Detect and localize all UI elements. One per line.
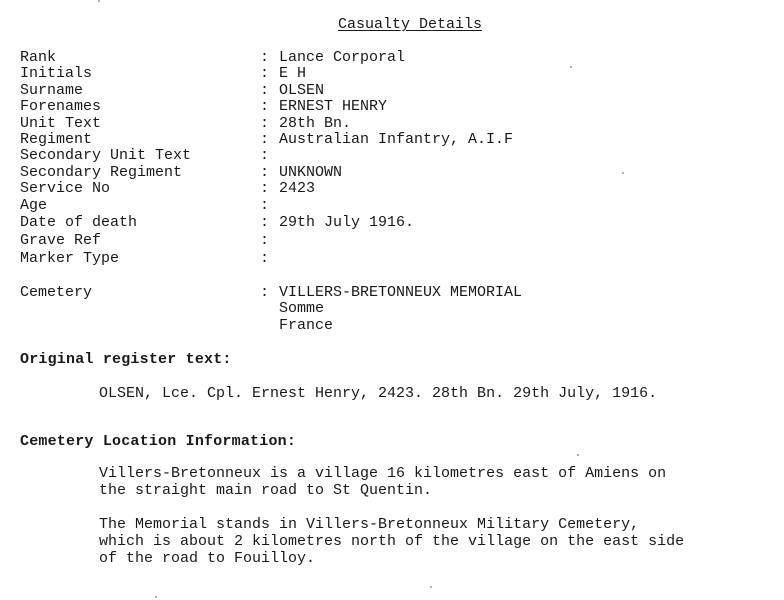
- field-label: Rank: [20, 49, 57, 66]
- location-paragraph-2-line-1: The Memorial stands in Villers-Bretonneux Military Cemetery,: [99, 516, 640, 533]
- field-label: Regiment: [20, 131, 93, 148]
- scan-speck: [430, 586, 432, 588]
- field-separator: :: [260, 98, 270, 115]
- field-separator: :: [260, 214, 270, 231]
- field-label: Initials: [20, 65, 93, 82]
- field-label: Date of death: [20, 214, 138, 231]
- field-separator: :: [260, 284, 270, 301]
- field-separator: :: [260, 131, 270, 148]
- cemetery-name: VILLERS-BRETONNEUX MEMORIAL: [279, 284, 523, 301]
- location-paragraph-1-line-2: the straight main road to St Quentin.: [99, 482, 433, 499]
- field-separator: :: [260, 197, 270, 214]
- field-value: OLSEN: [279, 82, 325, 99]
- field-row-marker-type: [20, 250, 270, 268]
- field-row-age: [20, 197, 270, 215]
- field-label: Surname: [20, 82, 84, 99]
- field-value: 28th Bn.: [279, 115, 352, 132]
- field-row-forenames: [20, 98, 388, 116]
- field-separator: :: [260, 232, 270, 249]
- scan-speck: [570, 66, 572, 68]
- location-paragraph-2-line-2: which is about 2 kilometres north of the village on the east side: [99, 533, 685, 550]
- field-separator: :: [260, 82, 270, 99]
- field-value: ERNEST HENRY: [279, 98, 388, 115]
- document-title: Casualty Details: [337, 16, 483, 33]
- field-label: Unit Text: [20, 115, 102, 132]
- register-text: OLSEN, Lce. Cpl. Ernest Henry, 2423. 28th Bn. 29th July, 1916.: [99, 385, 658, 402]
- field-value: E H: [279, 65, 307, 82]
- field-row-date-of-death: [20, 214, 415, 232]
- location-paragraph-2-line-3: of the road to Fouilloy.: [99, 550, 316, 567]
- field-label: Cemetery: [20, 284, 93, 301]
- field-row-initials: [20, 65, 307, 83]
- register-heading: Original register text:: [20, 351, 232, 368]
- cemetery-country-row: [20, 317, 334, 335]
- field-label: Secondary Regiment: [20, 164, 183, 181]
- field-separator: :: [260, 49, 270, 66]
- scan-speck: [622, 172, 624, 174]
- field-label: Secondary Unit Text: [20, 147, 192, 164]
- field-value: 29th July 1916.: [279, 214, 415, 231]
- field-row-service-no: [20, 180, 316, 198]
- field-separator: :: [260, 115, 270, 132]
- cemetery-country: France: [279, 317, 334, 334]
- field-label: Forenames: [20, 98, 102, 115]
- location-heading: Cemetery Location Information:: [20, 433, 297, 450]
- field-separator: :: [260, 250, 270, 267]
- field-label: Marker Type: [20, 250, 120, 267]
- field-value: 2423: [279, 180, 316, 197]
- cemetery-region: Somme: [279, 300, 325, 317]
- field-separator: :: [260, 147, 270, 164]
- scan-speck: [577, 454, 579, 456]
- cemetery-region-row: [20, 300, 325, 318]
- field-separator: :: [260, 65, 270, 82]
- scan-speck: [98, 0, 100, 2]
- location-paragraph-1-line-1: Villers-Bretonneux is a village 16 kilometres east of Amiens on: [99, 465, 667, 482]
- field-label: Grave Ref: [20, 232, 102, 249]
- field-separator: :: [260, 164, 270, 181]
- field-row-grave-ref: [20, 232, 270, 250]
- field-value: Lance Corporal: [279, 49, 406, 66]
- field-label: Age: [20, 197, 48, 214]
- field-label: Service No: [20, 180, 111, 197]
- scan-speck: [155, 596, 157, 598]
- field-value: Australian Infantry, A.I.F: [279, 131, 514, 148]
- field-value: UNKNOWN: [279, 164, 343, 181]
- field-row-secondary-unit-text: [20, 147, 270, 165]
- field-separator: :: [260, 180, 270, 197]
